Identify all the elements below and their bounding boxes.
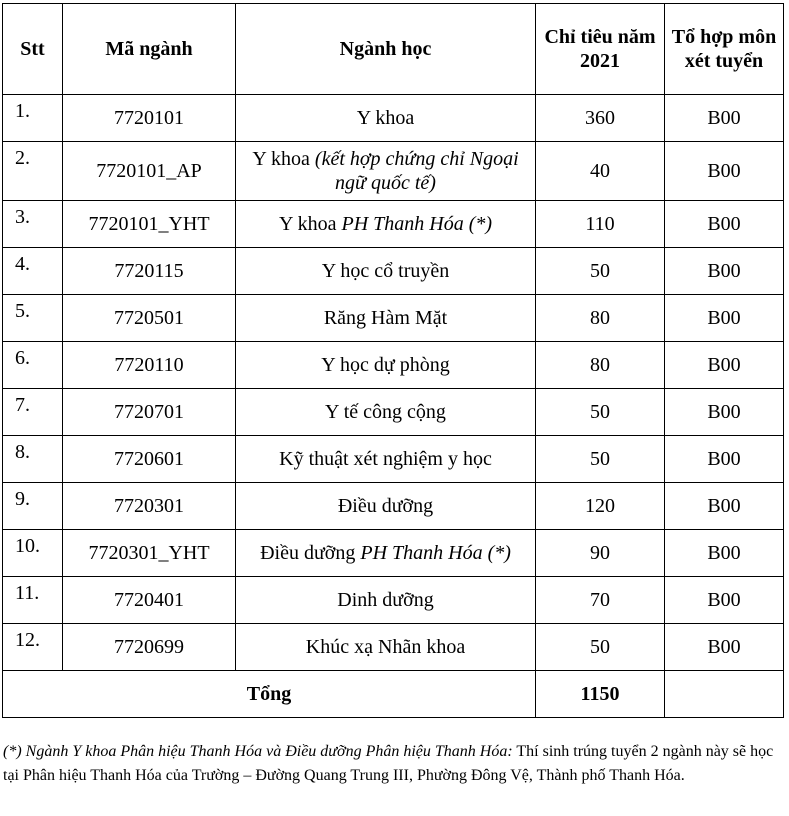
row-major-note: PH Thanh Hóa (*) [360,542,511,564]
row-major [236,389,536,436]
footnote-italic: (*) Ngành Y khoa Phân hiệu Thanh Hóa và Điều dưỡng Phân hiệu Thanh Hóa: [3,743,513,760]
row-code: 7720101 [63,95,236,142]
row-quota: 50 [536,248,665,295]
header-row [3,4,784,95]
row-combo: B00 [665,142,784,201]
row-quota: 80 [536,295,665,342]
table-row [3,342,784,389]
row-quota: 50 [536,389,665,436]
row-combo: B00 [665,389,784,436]
row-major-name: Dinh dưỡng [337,589,434,611]
total-row [3,671,784,718]
row-major [236,248,536,295]
row-combo: B00 [665,95,784,142]
row-major-name: Điều dưỡng [260,542,361,564]
row-major-name: Y học cổ truyền [321,260,450,282]
total-empty-cell [665,671,784,718]
row-code: 7720501 [63,295,236,342]
row-code: 7720701 [63,389,236,436]
table-row [3,483,784,530]
row-quota: 70 [536,577,665,624]
table-row [3,95,784,142]
total-label: Tổng [3,671,536,718]
row-major [236,142,536,201]
table-row [3,436,784,483]
row-major-name: Y tế công cộng [325,401,446,423]
table-row [3,295,784,342]
row-quota: 40 [536,142,665,201]
header-major: Ngành học [236,4,536,95]
row-code: 7720301 [63,483,236,530]
table-row [3,624,784,671]
row-quota: 50 [536,436,665,483]
row-code: 7720301_YHT [63,530,236,577]
row-stt: 7. [3,389,63,436]
row-stt: 5. [3,295,63,342]
row-quota: 110 [536,201,665,248]
row-code: 7720115 [63,248,236,295]
row-major [236,95,536,142]
row-quota: 360 [536,95,665,142]
row-combo: B00 [665,624,784,671]
table-row [3,530,784,577]
row-major [236,483,536,530]
row-combo: B00 [665,436,784,483]
row-major-note: (kết hợp chứng chỉ Ngoại ngữ quốc tế) [314,148,519,194]
row-quota: 90 [536,530,665,577]
row-major-name: Y khoa [356,107,415,129]
table-row [3,142,784,201]
row-stt: 11. [3,577,63,624]
row-code: 7720601 [63,436,236,483]
row-major-name: Y khoa [278,213,342,235]
header-stt: Stt [3,4,63,95]
row-stt: 9. [3,483,63,530]
row-code: 7720110 [63,342,236,389]
row-stt: 4. [3,248,63,295]
header-code: Mã ngành [63,4,236,95]
table-row [3,389,784,436]
row-stt: 1. [3,95,63,142]
row-code: 7720101_YHT [63,201,236,248]
row-stt: 8. [3,436,63,483]
row-code: 7720401 [63,577,236,624]
row-major [236,342,536,389]
footnote-text: Thí sinh trúng tuyển 2 ngành này sẽ học tại Phân hiệu Thanh Hóa của Trường – Đường Quang Trung III, Phường Đông Vệ, Thành phố Thanh Hóa. [3,743,774,784]
footnote [3,740,783,788]
row-stt: 3. [3,201,63,248]
row-major-name: Khúc xạ Nhãn khoa [305,636,466,658]
row-stt: 2. [3,142,63,201]
row-quota: 80 [536,342,665,389]
row-code: 7720101_AP [63,142,236,201]
table-row [3,577,784,624]
row-stt: 6. [3,342,63,389]
header-quota: Chỉ tiêu năm 2021 [536,4,665,95]
row-major-name: Kỹ thuật xét nghiệm y học [279,448,492,470]
row-combo: B00 [665,295,784,342]
row-combo: B00 [665,530,784,577]
row-major [236,436,536,483]
row-combo: B00 [665,342,784,389]
total-value: 1150 [536,671,665,718]
row-stt: 10. [3,530,63,577]
row-major-name: Răng Hàm Mặt [323,307,448,329]
row-combo: B00 [665,248,784,295]
row-combo: B00 [665,577,784,624]
row-quota: 50 [536,624,665,671]
row-combo: B00 [665,201,784,248]
row-stt: 12. [3,624,63,671]
row-major [236,201,536,248]
row-code: 7720699 [63,624,236,671]
row-major [236,624,536,671]
row-major-note: PH Thanh Hóa (*) [341,213,493,235]
row-major [236,577,536,624]
table-row [3,248,784,295]
row-major-name: Điều dưỡng [337,495,434,517]
header-combo: Tổ hợp môn xét tuyển [665,4,784,95]
row-combo: B00 [665,483,784,530]
table-row [3,201,784,248]
row-major-name: Y khoa [252,148,315,170]
admissions-quota-table [2,3,784,718]
row-major [236,530,536,577]
row-major [236,295,536,342]
row-quota: 120 [536,483,665,530]
row-major-name: Y học dự phòng [321,354,450,376]
